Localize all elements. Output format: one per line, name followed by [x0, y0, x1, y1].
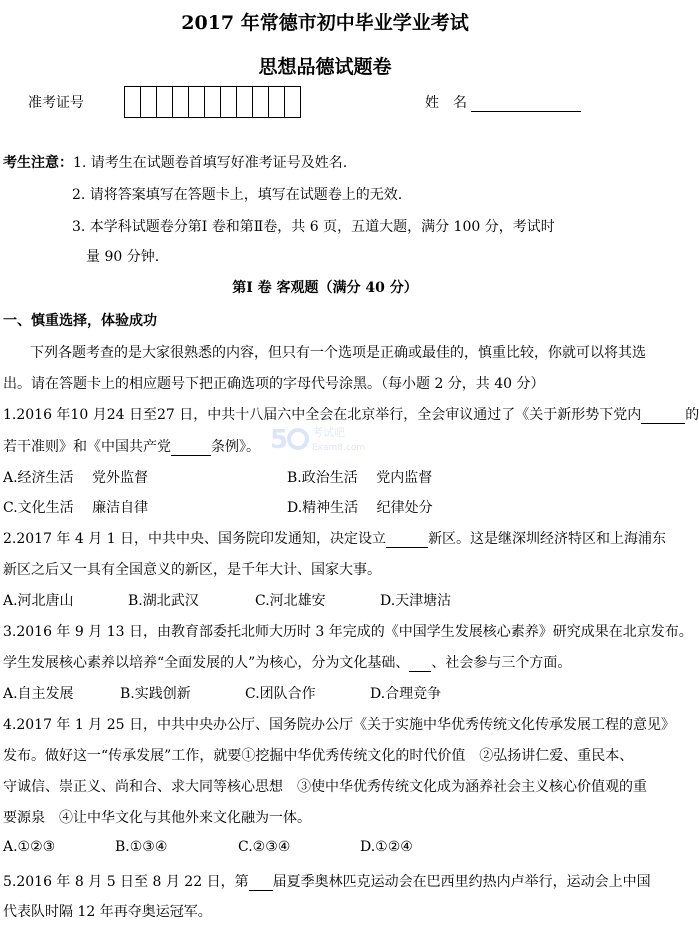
q3-option-a[interactable]: A.自主发展: [3, 686, 74, 702]
exam-id-boxes[interactable]: [125, 86, 301, 118]
q1-text-a: 1.2016 年10 月24 日至27 日，中共十八届六中全会在北京举行，全会审议通过了《关于新形势下党内: [3, 407, 642, 423]
watermark-ring: [289, 430, 307, 448]
part1-title: 第Ⅰ 卷 客观题（满分 40 分）: [232, 280, 418, 296]
q1-option-d[interactable]: D.精神生活 纪律处分: [287, 500, 433, 516]
notice-text: 1. 请考生在试题卷首填写好准考证号及姓名.: [73, 155, 348, 171]
q1-text-d: 条例》。: [211, 439, 260, 455]
exam-id-box[interactable]: [204, 86, 221, 118]
exam-id-box[interactable]: [188, 86, 205, 118]
q2-option-b[interactable]: B.湖北武汉: [128, 593, 199, 609]
q2-text-b: 新区。这是继深圳经济特区和上海浦东: [428, 531, 667, 547]
q4-line3: 守诚信、崇正义、尚和合、求大同等核心思想 ③使中华优秀传统文化成为涵养社会主义核心价值观的重: [3, 779, 647, 795]
q4-option-c[interactable]: C.②③④: [238, 839, 291, 855]
q1-blank-1: [641, 409, 685, 424]
q2-line2: 新区之后又一具有全国意义的新区，是千年大计、国家大事。: [3, 562, 381, 578]
q1-option-b[interactable]: B.政治生活 党内监督: [287, 470, 433, 486]
exam-id-box[interactable]: [284, 86, 301, 118]
notice-item-3: 3. 本学科试题卷分第Ⅰ 卷和第Ⅱ卷，共 6 页，五道大题，满分 100 分，考试时: [72, 219, 555, 235]
watermark-number: 5: [270, 425, 289, 455]
q4-line1: 4.2017 年 1 月 25 日，中共中央办公厅、国务院办公厅《关于实施中华优秀传统文化传承发展工程的意见》: [3, 717, 675, 733]
q3-line2: [3, 652, 571, 672]
exam-id-box[interactable]: [140, 86, 157, 118]
q4-option-b[interactable]: B.①③④: [115, 839, 168, 855]
watermark-logo: [268, 418, 378, 460]
q1-option-c[interactable]: C.文化生活 廉洁自律: [3, 500, 149, 516]
section1-intro-line1: 下列各题考查的是大家很熟悉的内容，但只有一个选项是正确或最佳的，慎重比较，你就可以将其选: [30, 345, 646, 361]
notice-item-2: 2. 请将答案填写在答题卡上，填写在试题卷上的无效.: [72, 187, 403, 203]
q2-text-a: 2.2017 年 4 月 1 日，中共中央、国务院印发通知，决定设立: [3, 531, 387, 547]
q3-option-c[interactable]: C.团队合作: [245, 686, 316, 702]
q2-blank: [386, 533, 428, 548]
q4-line4: 要源泉 ④让中华文化与其他外来文化融为一体。: [3, 810, 311, 826]
exam-id-box[interactable]: [220, 86, 237, 118]
q4-option-a[interactable]: A.①②③: [3, 839, 56, 855]
notice-item-3-cont: 量 90 分钟.: [86, 249, 160, 265]
q3-line1: 3.2016 年 9 月 13 日，由教育部委托北师大历时 3 年完成的《中国学生发展核心素养》研究成果在北京发布。: [3, 624, 693, 640]
q4-line2: 发布。做好这一“传承发展”工作，就要①挖掘中华优秀传统文化的时代价值 ②弘扬讲仁爱、重民本、: [3, 748, 634, 764]
q1-text-c: 若干准则》和《中国共产党: [3, 439, 171, 455]
q2-option-a[interactable]: A.河北唐山: [3, 593, 74, 609]
exam-id-box[interactable]: [156, 86, 173, 118]
exam-id-box[interactable]: [236, 86, 253, 118]
q4-option-d[interactable]: D.①②④: [360, 839, 413, 855]
notice-item-1: [3, 152, 347, 172]
q3-blank: [409, 657, 431, 672]
q5-line2: 代表队时隔 12 年再夺奥运冠军。: [3, 904, 212, 920]
name-label: 姓 名: [425, 95, 467, 111]
q3-option-d[interactable]: D.合理竞争: [370, 686, 442, 702]
exam-id-box[interactable]: [172, 86, 189, 118]
q3-option-b[interactable]: B.实践创新: [120, 686, 191, 702]
exam-id-box[interactable]: [252, 86, 269, 118]
q1-line2: [3, 436, 260, 456]
q1-option-a[interactable]: A.经济生活 党外监督: [3, 470, 149, 486]
exam-id-box[interactable]: [268, 86, 285, 118]
q2-line1: [3, 528, 666, 548]
watermark-domain: Exam8.com: [312, 443, 366, 453]
section1-heading: 一、慎重选择，体验成功: [3, 313, 157, 329]
q5-text-a: 5.2016 年 8 月 5 日至 8 月 22 日，第: [3, 874, 249, 890]
q3-text-b: 、社会参与三个方面。: [431, 655, 572, 671]
section1-intro-line2: 出。请在答题卡上的相应题号下把正确选项的字母代号涂黑。（每小题 2 分，共 40 分）: [3, 376, 545, 392]
q5-text-b: 届夏季奥林匹克运动会在巴西里约热内卢举行，运动会上中国: [272, 874, 651, 890]
name-field[interactable]: [425, 92, 581, 112]
exam-title: 2017 年常德市初中毕业学业考试: [181, 12, 469, 34]
q5-blank: [249, 876, 273, 891]
q1-blank-2: [171, 441, 211, 456]
q2-option-c[interactable]: C.河北雄安: [255, 593, 326, 609]
exam-subtitle: 思想品德试题卷: [258, 56, 392, 78]
watermark-brand: 考试吧: [312, 426, 345, 439]
exam-id-box[interactable]: [124, 86, 141, 118]
q2-option-d[interactable]: D.天津塘沽: [380, 593, 452, 609]
q3-text-a: 学生发展核心素养以培养“全面发展的人”为核心，分为文化基础、: [3, 655, 410, 671]
exam-id-label: 准考证号: [28, 95, 84, 111]
q5-line1: [3, 871, 651, 891]
notice-label: 考生注意：: [3, 155, 73, 171]
name-input-line[interactable]: [471, 97, 581, 112]
q1-text-b: 的: [685, 407, 699, 423]
